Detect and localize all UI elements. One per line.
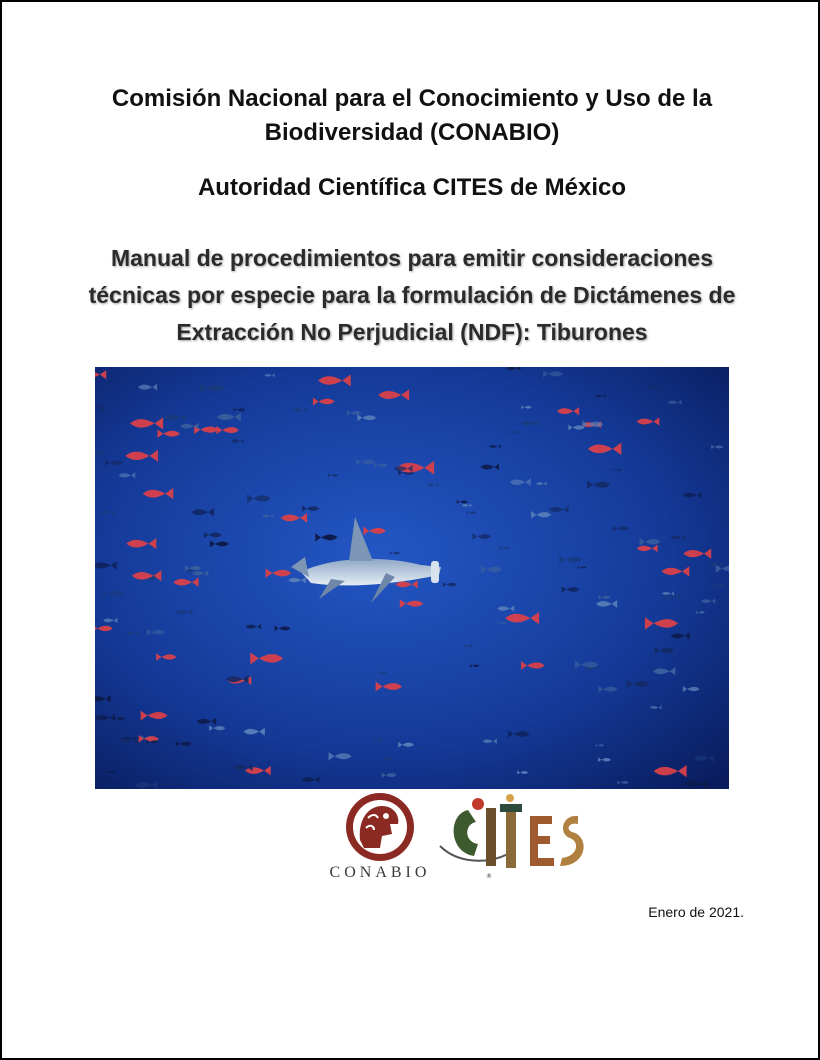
underwater-scene-image [95, 367, 729, 789]
conabio-emblem-icon [320, 790, 440, 864]
document-title [72, 240, 752, 351]
svg-text:®: ® [486, 873, 492, 880]
document-title-line-1: Manual de procedimientos para emitir consideraciones [110, 245, 713, 271]
publication-date: Enero de 2021. [648, 904, 744, 920]
authority-title: Autoridad Científica CITES de México [197, 174, 627, 201]
cites-emblem-icon [438, 790, 590, 882]
institution-line-1: Comisión Nacional para el Conocimiento y Uso de la [111, 85, 713, 112]
cover-photo [95, 367, 729, 789]
document-title-line-2: técnicas por especie para la formulación de Dictámenes de [88, 282, 736, 308]
cites-logo [438, 790, 590, 882]
conabio-logo [320, 790, 440, 884]
conabio-wordmark: CONABIO [329, 864, 431, 881]
institution-title [62, 82, 762, 150]
document-title-line-3: Extracción No Perjudicial (NDF): Tiburones [176, 319, 648, 345]
institution-line-2: Biodiversidad (CONABIO) [264, 119, 560, 146]
